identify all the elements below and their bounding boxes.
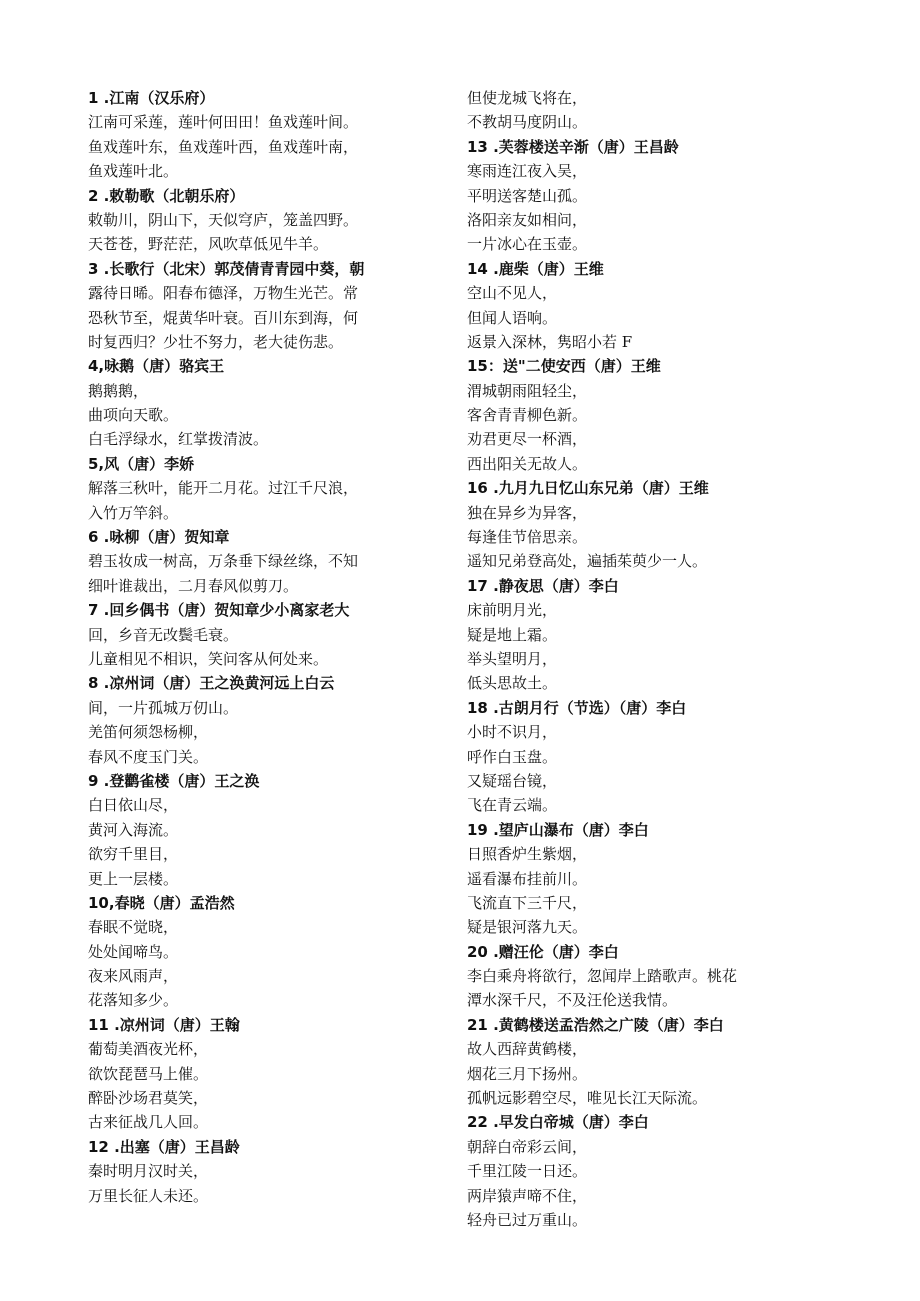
poem-title: 21 .黄鹤楼送孟浩然之广陵（唐）李白 — [467, 1015, 724, 1034]
poem-line: 遥看瀑布挂前川。 — [467, 869, 588, 888]
poem-title: 14 .鹿柴（唐）王维 — [467, 259, 604, 278]
poem-line: 羌笛何须怨杨柳， — [88, 723, 209, 742]
poem-line: 黄河入海流。 — [88, 820, 179, 839]
poem-title: 3 .长歌行（北宋）郭茂倩青青园中葵，朝 — [88, 259, 365, 278]
poem-title: 18 .古朗月行（节选）（唐）李白 — [467, 698, 687, 717]
poem-line: 西出阳关无故人。 — [467, 454, 588, 473]
poem-line: 夜来风雨声， — [88, 967, 179, 986]
poem-line: 但使龙城飞将在， — [467, 89, 588, 107]
poem-line: 客舍青青柳色新。 — [467, 406, 588, 425]
poem-line: 欲穷千里目， — [88, 845, 179, 864]
poem-title: 15：送"二使安西（唐）王维 — [467, 357, 661, 376]
poem-line: 恐秋节至，焜黄华叶衰。百川东到海，何 — [88, 308, 359, 327]
poem-title: 5,风（唐）李娇 — [88, 454, 195, 473]
poem-line: 更上一层楼。 — [88, 869, 179, 888]
poem-title: 1 .江南（汉乐府） — [88, 89, 215, 107]
poem-line: 寒雨连江夜入吴， — [467, 162, 588, 181]
poem-line: 空山不见人， — [467, 284, 558, 303]
poem-line: 细叶谁裁出，二月春风似剪刀。 — [88, 576, 299, 595]
poem-line: 床前明月光， — [467, 601, 558, 620]
poem-line: 轻舟已过万重山。 — [467, 1210, 588, 1229]
poem-line: 天苍苍，野茫茫，风吹草低见牛羊。 — [88, 235, 329, 254]
poem-line: 渭城朝雨阻轻尘， — [467, 381, 588, 400]
poem-line: 入竹万竿斜。 — [88, 503, 179, 522]
poem-line: 醉卧沙场君莫笑， — [88, 1089, 209, 1108]
poem-title: 12 .出塞（唐）王昌龄 — [88, 1137, 240, 1156]
poem-line: 鱼戏莲叶东，鱼戏莲叶西，鱼戏莲叶南， — [88, 137, 359, 156]
poem-line: 欲饮琵琶马上催。 — [88, 1064, 209, 1083]
poem-title: 17 .静夜思（唐）李白 — [467, 576, 619, 595]
poem-line: 江南可采莲，莲叶何田田！鱼戏莲叶间。 — [88, 113, 359, 132]
poem-line: 花落知多少。 — [88, 991, 179, 1010]
poem-line: 日照香炉生紫烟， — [467, 845, 588, 864]
poem-line: 碧玉妆成一树高，万条垂下绿丝绦，不知 — [88, 552, 359, 571]
poem-line: 葡萄美酒夜光杯， — [88, 1040, 209, 1059]
poem-line: 白毛浮绿水，红掌拨清波。 — [88, 430, 269, 449]
poem-line: 不教胡马度阴山。 — [467, 113, 588, 132]
poem-line: 返景入深林，隽昭小若 F — [467, 332, 633, 351]
poem-line: 劝君更尽一杯酒， — [467, 430, 588, 449]
poem-title: 7 .回乡偶书（唐）贺知章少小离家老大 — [88, 601, 350, 620]
poem-line: 又疑瑶台镜， — [467, 771, 558, 790]
poem-line: 低头思故土。 — [467, 674, 558, 693]
poem-line: 疑是地上霜。 — [467, 625, 558, 644]
poem-title: 11 .凉州词（唐）王翰 — [88, 1015, 240, 1034]
poem-line: 但闻人语响。 — [467, 308, 558, 327]
poem-line: 秦时明月汉时关， — [88, 1162, 209, 1181]
poem-line: 敕勒川，阴山下，天似穹庐，笼盖四野。 — [88, 210, 359, 229]
poem-title: 13 .芙蓉楼送辛渐（唐）王昌龄 — [467, 137, 679, 156]
poem-line: 朝辞白帝彩云间， — [467, 1137, 588, 1156]
poem-line: 鱼戏莲叶北。 — [88, 162, 179, 181]
poem-line: 古来征战几人回。 — [88, 1113, 209, 1132]
poem-line: 举头望明月， — [467, 649, 558, 668]
poem-line: 白日依山尽， — [88, 796, 179, 815]
poem-title: 2 .敕勒歌（北朝乐府） — [88, 186, 245, 205]
poem-line: 每逢佳节倍思亲。 — [467, 528, 588, 547]
poem-line: 一片冰心在玉壶。 — [467, 235, 588, 254]
poem-line: 回，乡音无改鬓毛衰。 — [88, 625, 239, 644]
poem-title: 9 .登鹳雀楼（唐）王之涣 — [88, 771, 260, 790]
poem-line: 独在异乡为异客， — [467, 503, 588, 522]
poem-line: 儿童相见不相识，笑问客从何处来。 — [88, 649, 329, 668]
poem-title: 10,春晓（唐）孟浩然 — [88, 893, 235, 912]
poem-line: 洛阳亲友如相问， — [467, 210, 588, 229]
poem-line: 露待日晞。阳春布德泽，万物生光芒。常 — [88, 284, 359, 303]
poem-line: 曲项向天歌。 — [88, 406, 179, 425]
left-column — [88, 86, 418, 1208]
poem-line: 孤帆远影碧空尽，唯见长江天际流。 — [467, 1089, 708, 1108]
poem-line: 潭水深千尺，不及汪伦送我情。 — [467, 991, 678, 1010]
poem-title: 16 .九月九日忆山东兄弟（唐）王维 — [467, 479, 709, 498]
poem-line: 小时不识月， — [467, 723, 558, 742]
poem-title: 22 .早发白帝城（唐）李白 — [467, 1113, 649, 1132]
poem-line: 烟花三月下扬州。 — [467, 1064, 588, 1083]
poem-line: 故人西辞黄鹤楼， — [467, 1040, 588, 1059]
poem-line: 遥知兄弟登高处，遍插茱萸少一人。 — [467, 552, 708, 571]
right-column — [467, 86, 797, 1232]
poem-line: 两岸猿声啼不住， — [467, 1186, 588, 1205]
poem-line: 疑是银河落九天。 — [467, 918, 588, 937]
poem-line: 时复西归？少壮不努力，老大徒伤悲。 — [88, 332, 344, 351]
poem-line: 平明送客楚山孤。 — [467, 186, 588, 205]
poem-line: 处处闻啼鸟。 — [88, 942, 179, 961]
poem-line: 飞在青云端。 — [467, 796, 558, 815]
poem-line: 呼作白玉盘。 — [467, 747, 558, 766]
poem-line: 解落三秋叶，能开二月花。过江千尺浪， — [88, 479, 359, 498]
poem-line: 春眠不觉晓， — [88, 918, 179, 937]
poem-title: 6 .咏柳（唐）贺知章 — [88, 528, 230, 547]
poem-line: 春风不度玉门关。 — [88, 747, 209, 766]
poem-title: 4,咏鹅（唐）骆宾王 — [88, 357, 225, 376]
poem-title: 19 .望庐山瀑布（唐）李白 — [467, 820, 649, 839]
poem-title: 8 .凉州词（唐）王之涣黄河远上白云 — [88, 674, 335, 693]
poem-line: 李白乘舟将欲行，忽闻岸上踏歌声。桃花 — [467, 967, 738, 986]
poem-line: 间，一片孤城万仞山。 — [88, 698, 239, 717]
poem-line: 飞流直下三千尺， — [467, 893, 588, 912]
poem-line: 鹅鹅鹅， — [88, 381, 149, 400]
poem-line: 万里长征人未还。 — [88, 1186, 209, 1205]
poem-line: 千里江陵一日还。 — [467, 1162, 588, 1181]
poem-title: 20 .赠汪伦（唐）李白 — [467, 942, 619, 961]
